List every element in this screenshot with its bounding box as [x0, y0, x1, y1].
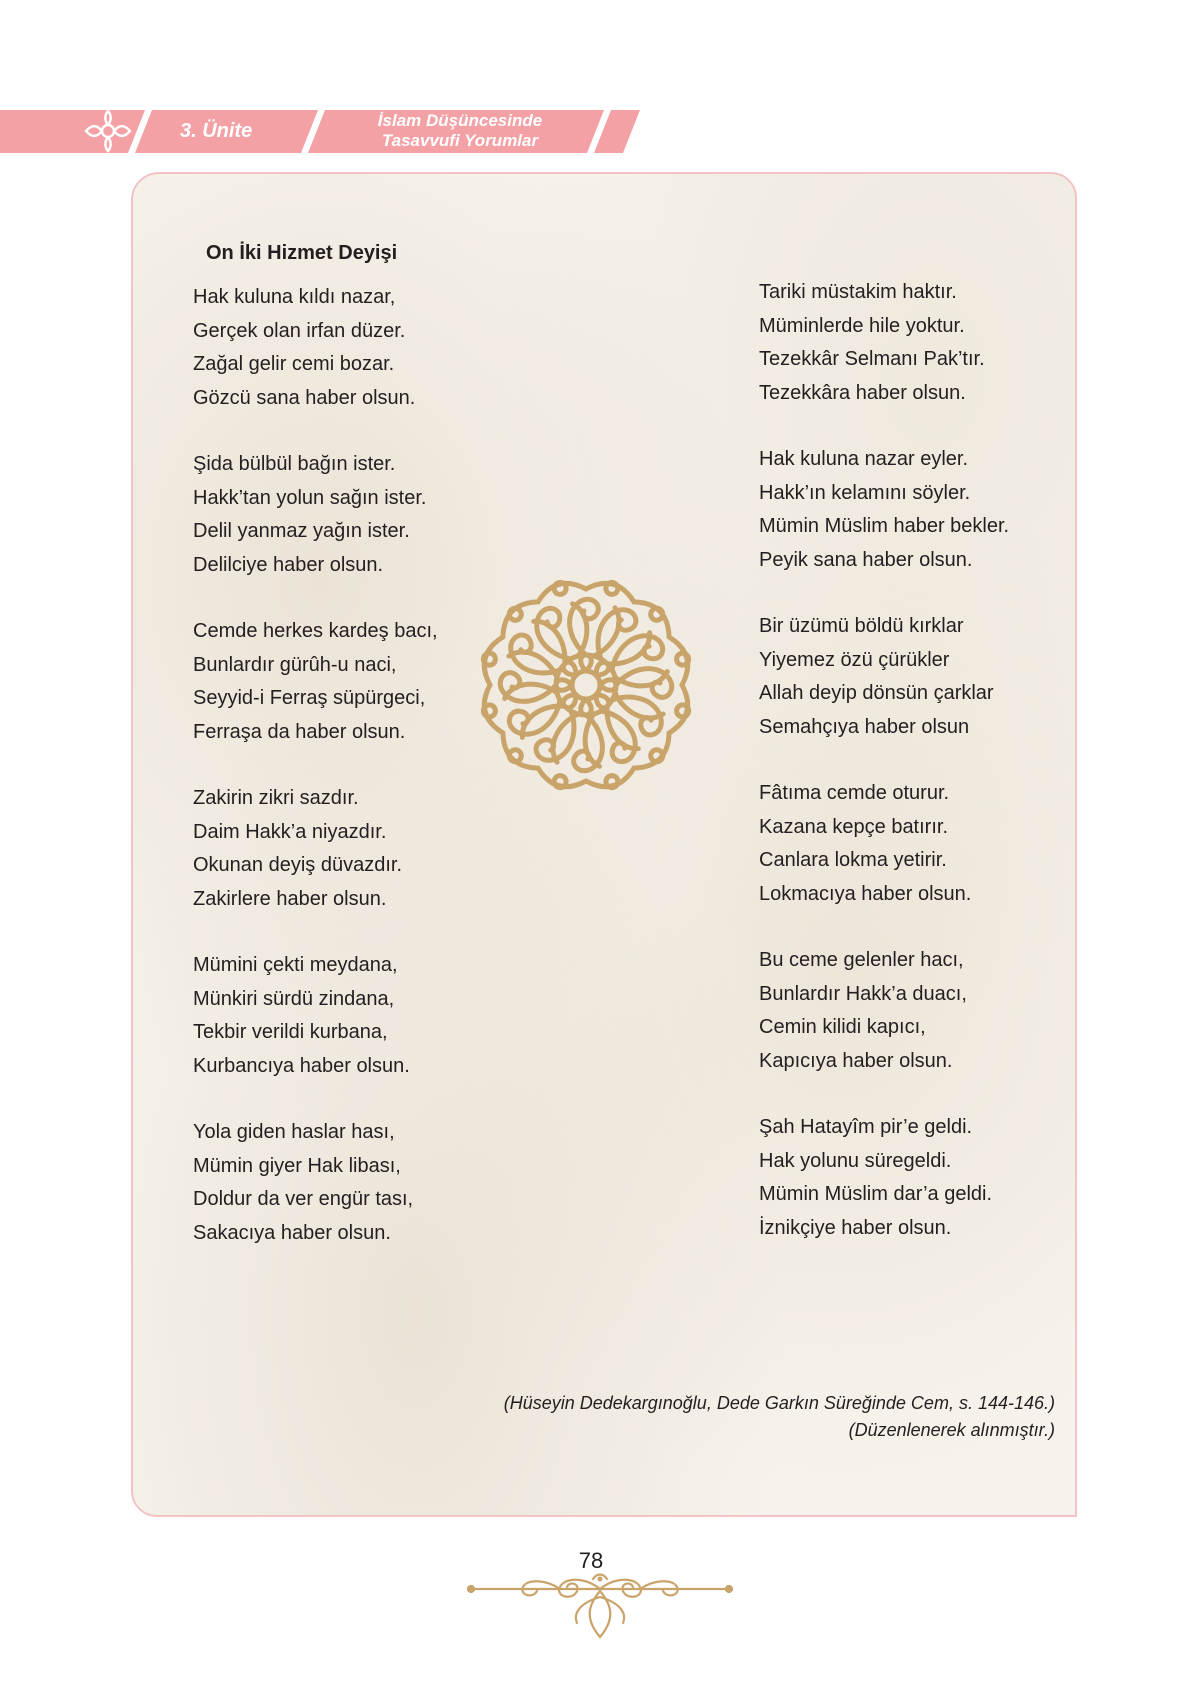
source-line-2: (Düzenlenerek alınmıştır.) — [848, 1420, 1055, 1440]
poem-line: Kurbancıya haber olsun. — [193, 1054, 410, 1077]
poem-stanza — [193, 448, 438, 582]
poem-line: Bu ceme gelenler hacı, — [759, 949, 964, 971]
poem-line: Hak yolunu süregeldi. — [759, 1149, 952, 1172]
poem-line: Lokmacıya haber olsun. — [759, 882, 972, 905]
poem-line: Doldur da ver engür tası, — [193, 1188, 414, 1210]
poem-line: Yiyemez özü çürükler — [759, 648, 950, 671]
header-band-left — [0, 110, 145, 153]
page-number: 78 — [578, 1548, 604, 1573]
poem-line: Şida bülbül bağın ister. — [193, 453, 396, 475]
poem-stanza — [759, 1111, 1009, 1245]
poem-line: Müminlerde hile yoktur. — [759, 314, 965, 337]
poem-line: Okunan deyiş düvazdır. — [193, 854, 403, 876]
poem-line: Mümin Müslim haber bekler. — [759, 515, 1010, 537]
poem-line: Delilciye haber olsun. — [193, 553, 384, 576]
section-label-line1: İslam Düşüncesinde — [377, 111, 543, 130]
poem-line: Seyyid-i Ferraş süpürgeci, — [193, 687, 426, 709]
poem-title: On İki Hizmet Deyişi — [206, 242, 398, 264]
poem-line: Bunlardır Hakk’a duacı, — [759, 982, 967, 1005]
poem-line: Bunlardır gürûh-u naci, — [193, 653, 397, 676]
poem-line: Tariki müstakim haktır. — [759, 281, 957, 303]
poem-line: Hakk’ın kelamını söyler. — [759, 481, 971, 504]
poem-stanza — [193, 281, 438, 415]
poem-line: Semahçıya haber olsun — [759, 715, 970, 738]
poem-line: Hak kuluna kıldı nazar, — [193, 286, 396, 308]
poem-line: Delil yanmaz yağın ister. — [193, 520, 410, 542]
poem-stanza — [759, 443, 1009, 577]
poem-line: Daim Hakk’a niyazdır. — [193, 820, 387, 843]
section-label — [345, 111, 575, 151]
poem-line: Mümin Müslim dar’a geldi. — [759, 1183, 993, 1205]
source-line-1: (Hüseyin Dedekargınoğlu, Dede Garkın Süreğinde Cem, s. 144-146.) — [503, 1393, 1055, 1413]
poem-stanza — [759, 276, 1009, 410]
poem-line: Gözcü sana haber olsun. — [193, 386, 416, 409]
poem-line: Münkiri sürdü zindana, — [193, 987, 395, 1010]
poem-line: Fâtıma cemde oturur. — [759, 782, 950, 804]
poem-line: Cemde herkes kardeş bacı, — [193, 620, 438, 642]
poem-line: Tekbir verildi kurbana, — [193, 1021, 388, 1043]
poem-line: Sakacıya haber olsun. — [193, 1221, 391, 1244]
footer-ornament-icon — [465, 1573, 735, 1643]
unit-header — [0, 110, 640, 153]
rosette-ornament-icon — [468, 567, 704, 803]
poem-line: Şah Hatayîm pir’e geldi. — [759, 1116, 973, 1138]
poem-stanza — [193, 1116, 438, 1250]
poem-line: Zakirlere haber olsun. — [193, 887, 387, 910]
poem-line: Cemin kilidi kapıcı, — [759, 1016, 926, 1038]
poem-line: Ferraşa da haber olsun. — [193, 720, 406, 743]
poem-line: Allah deyip dönsün çarklar — [759, 682, 994, 704]
poem-line: Zağal gelir cemi bozar. — [193, 353, 395, 375]
poem-line: Tezekkâra haber olsun. — [759, 381, 966, 404]
poem-line: Tezekkâr Selmanı Pak’tır. — [759, 348, 985, 370]
poem-line: Gerçek olan irfan düzer. — [193, 319, 406, 342]
poem-line: Canlara lokma yetirir. — [759, 849, 947, 871]
poem-line: Hak kuluna nazar eyler. — [759, 448, 969, 470]
poem-line: Peyik sana haber olsun. — [759, 548, 973, 571]
poem-right-column — [759, 276, 1009, 1278]
poem-stanza — [193, 615, 438, 749]
poem-stanza — [193, 949, 438, 1083]
poem-line: Mümin giyer Hak libası, — [193, 1154, 401, 1177]
poem-line: Bir üzümü böldü kırklar — [759, 615, 964, 637]
poem-line: Kazana kepçe batırır. — [759, 815, 949, 838]
poem-stanza — [759, 777, 1009, 911]
poem-stanza — [759, 610, 1009, 744]
unit-label: 3. Ünite — [180, 120, 253, 142]
poem-line: Hakk’tan yolun sağın ister. — [193, 486, 427, 509]
source-citation — [504, 1390, 1055, 1444]
poem-left-column — [193, 281, 438, 1283]
poem-line: Kapıcıya haber olsun. — [759, 1049, 953, 1072]
poem-stanza — [193, 782, 438, 916]
poem-stanza — [759, 944, 1009, 1078]
poem-line: İznikçiye haber olsun. — [759, 1216, 952, 1239]
poem-line: Yola giden haslar hası, — [193, 1121, 395, 1143]
poem-line: Zakirin zikri sazdır. — [193, 787, 359, 809]
poem-panel — [131, 172, 1077, 1517]
section-label-line2: Tasavvufi Yorumlar — [381, 131, 539, 150]
poem-line: Mümini çekti meydana, — [193, 954, 398, 976]
